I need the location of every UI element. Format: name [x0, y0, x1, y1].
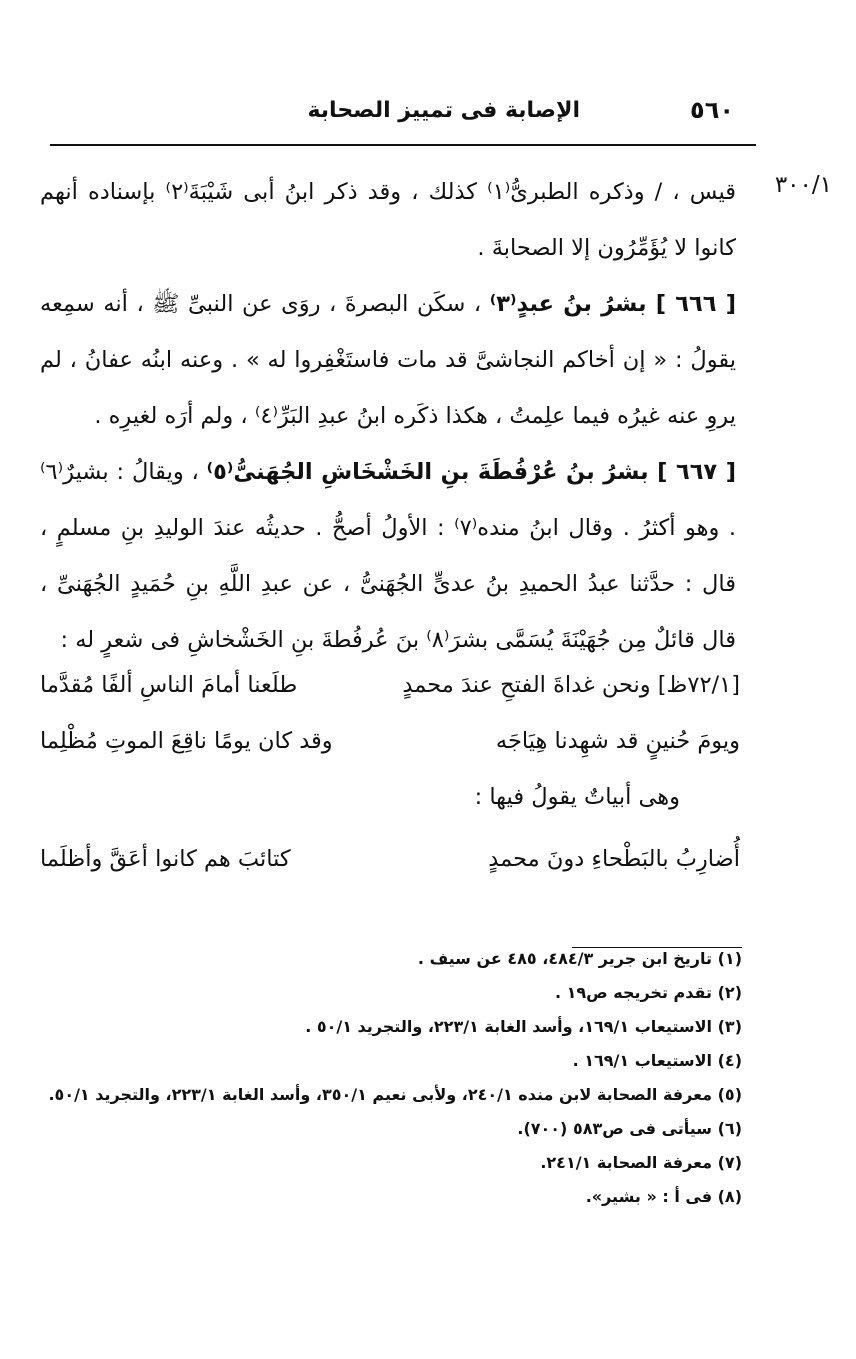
- page-number: ٥٦٠: [690, 96, 734, 124]
- entry-666-text: ، سكَن البصرةَ ، روَى عن النبىِّ ﷺ ، أنه سمِعه يقولُ : « إن أخاكم النجاشىَّ قد مات فاستَغْفِروا له » . وعنه ابنُه عفانُ ، لم يروِ عنه غيرُه فيما علِمتُ ، هكذا ذكَره ابنُ عبدِ البَرِّ⁽٤⁾ ، ولم أرَه لغيرِه .: [40, 291, 736, 429]
- footnotes: [40, 942, 756, 1214]
- page-header: [290, 96, 740, 132]
- entry-667-text: ، ويقالُ : بشيرٌ⁽٦⁾ . وهو أكثرُ . وقال ابنُ منده⁽٧⁾ : الأولُ أصحُّ . حديثُه عندَ الوليدِ بنِ مسلمٍ ، قال : حدَّثنا عبدُ الحميدِ بنُ عدىٍّ الجُهَنىُّ ، عن عبدِ اللَّهِ بنِ حُمَيدٍ الجُهَنىِّ ، قال قائلٌ مِن جُهَيْنَةَ يُسَمَّى بشرَ⁽٨⁾ بنَ عُرفُطةَ بنِ الخَشْخاشِ فى شعرٍ له :: [40, 459, 737, 653]
- verse-hemistich-first: ويومَ حُنينٍ قد شهِدنا هِيَاجَه: [495, 728, 740, 754]
- running-title: الإصابة فى تمييز الصحابة: [307, 98, 580, 123]
- entry-666-heading: [ ٦٦٦ ] بشرُ بنُ عبدٍ⁽٣⁾: [489, 291, 737, 317]
- verse-hemistich-second: طلَعنا أمامَ الناسِ ألفًا مُقدَّما: [40, 672, 298, 698]
- verse-line: [40, 846, 740, 896]
- header-rule: [50, 144, 756, 146]
- verse-hemistich-first: [٧٢/١ظ] ونحن غداةَ الفتحِ عندَ محمدٍ: [402, 672, 740, 698]
- footnote: (١) تاريخ ابن جرير ٤٨٤/٣، ٤٨٥ عن سيف .: [417, 949, 742, 968]
- footnote: (٣) الاستيعاب ١٦٩/١، وأسد الغابة ٢٢٣/١، والتجريد ٥٠/١ .: [305, 1017, 742, 1036]
- entry-667-heading: [ ٦٦٧ ] بشرُ بنُ عُرْفُطَةَ بنِ الخَشْخَاشِ الجُهَنىُّ⁽٥⁾: [206, 459, 736, 485]
- footnote: (٥) معرفة الصحابة لابن منده ٢٤٠/١، ولأبى نعيم ٣٥٠/١، وأسد الغابة ٢٢٣/١، والتجريد ٥٠/١.: [48, 1085, 742, 1104]
- verse-hemistich-second: وقد كان يومًا ناقِعَ الموتِ مُظْلِما: [40, 728, 333, 754]
- footnote: (٤) الاستيعاب ١٦٩/١ .: [572, 1051, 742, 1070]
- margin-reference: ٣٠٠/١: [774, 172, 832, 198]
- verse-hemistich-second: كتائبَ هم كانوا أعَقَّ وأظلَما: [40, 846, 291, 872]
- footnote: (٦) سيأتى فى ص٥٨٣ (٧٠٠).: [517, 1119, 742, 1138]
- footnote: (٨) فى أ : « بشير».: [585, 1187, 742, 1206]
- footnote: (٧) معرفة الصحابة ٢٤١/١.: [540, 1153, 742, 1172]
- entry-666: [40, 276, 736, 444]
- main-text: [40, 164, 736, 668]
- verse-intro: وهى أبياتٌ يقولُ فيها :: [474, 784, 680, 810]
- verse-hemistich-first: أُضارِبُ بالبَطْحاءِ دونَ محمدٍ: [488, 846, 740, 872]
- verse-line: [40, 672, 740, 722]
- paragraph-intro: قيس ، / وذكره الطبرىُّ⁽١⁾ كذلك ، وقد ذكر ابنُ أبى شَيْبَةَ⁽٢⁾ بإسناده أنهم كانوا لا يُؤَمِّرُون إلا الصحابةَ .: [40, 179, 736, 261]
- entry-667: [40, 444, 736, 668]
- verse-line: [40, 728, 740, 778]
- footnote: (٢) تقدم تخريجه ص١٩ .: [554, 983, 742, 1002]
